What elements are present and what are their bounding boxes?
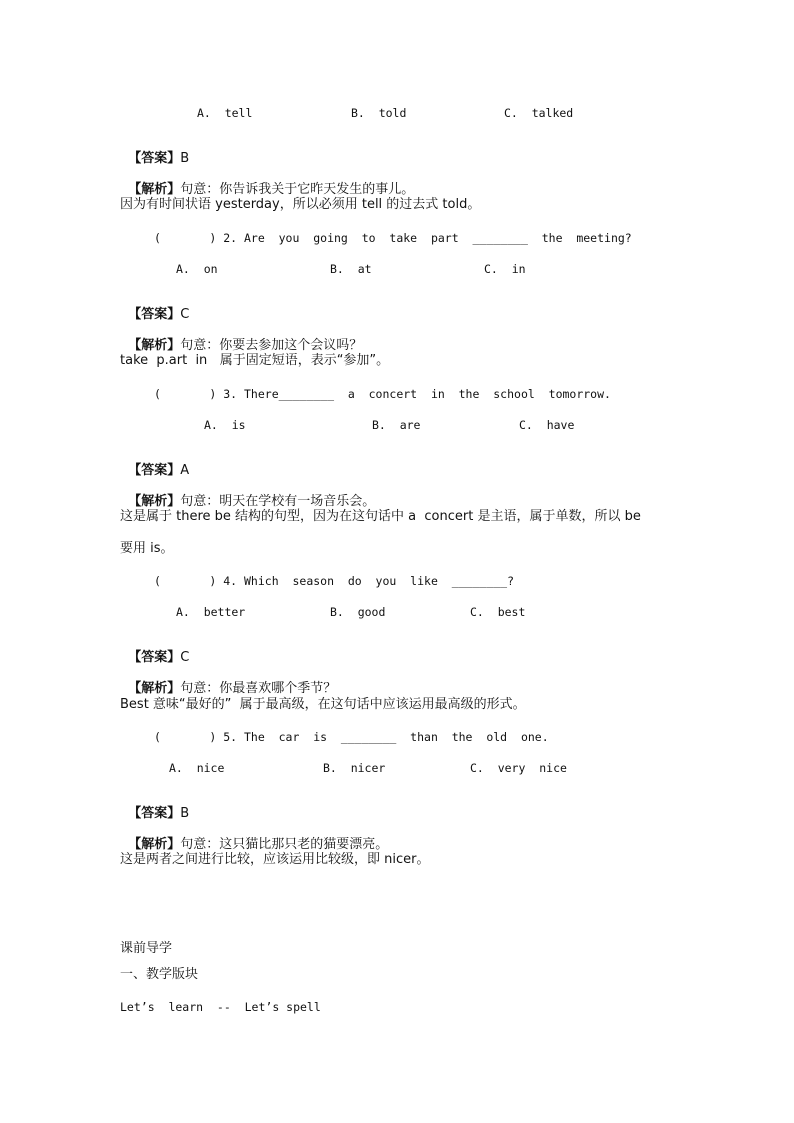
answer-value: C <box>180 307 190 322</box>
q3-option-c: C. have <box>519 418 575 432</box>
q4-answer <box>120 634 189 666</box>
q2-analysis-text: take p.art in 属于固定短语，表示“参加”。 <box>120 353 390 368</box>
q4-analysis <box>120 665 336 697</box>
q3-answer <box>120 447 189 479</box>
analysis-meaning: 句意：你要去参加这个会议吗？ <box>180 338 363 353</box>
q5-analysis-text: 这是两者之间进行比较，应该运用比较级，即 nicer。 <box>120 852 430 867</box>
q2-option-c: C. in <box>484 262 526 276</box>
q1-analysis-text: 因为有时间状语 yesterday，所以必须用 tell 的过去式 told。 <box>120 197 481 212</box>
q2-answer <box>120 291 189 323</box>
q3-analysis-text-2: 要用 is。 <box>120 541 174 556</box>
answer-tag: 【答案】 <box>128 307 181 322</box>
answer-value: B <box>180 806 190 821</box>
q5-analysis <box>120 821 388 853</box>
analysis-tag: 【解析】 <box>128 494 181 509</box>
q2-option-a: A. on <box>176 262 218 276</box>
q1-answer <box>120 135 189 167</box>
q2-analysis <box>120 322 362 354</box>
q4-option-c: C. best <box>470 605 526 619</box>
q3-analysis-text: 这是属于 there be 结构的句型，因为在这句话中 a concert 是主语，属于单数，所以 be <box>120 509 641 524</box>
answer-value: C <box>180 650 190 665</box>
analysis-meaning: 句意：这只猫比那只老的猫要漂亮。 <box>180 837 389 852</box>
analysis-meaning: 句意：你告诉我关于它昨天发生的事儿。 <box>180 182 415 197</box>
q1-option-c: C. talked <box>504 106 574 120</box>
q3-analysis <box>120 478 375 510</box>
q5-option-b: B. nicer <box>323 761 386 775</box>
q1-option-a: A. tell <box>197 106 253 120</box>
q2-option-b: B. at <box>330 262 372 276</box>
q5-question: ( ) 5. The car is ________ than the old one. <box>154 730 549 744</box>
answer-tag: 【答案】 <box>128 463 181 478</box>
q5-option-c: C. very nice <box>470 761 567 775</box>
answer-value: A <box>180 463 190 478</box>
analysis-tag: 【解析】 <box>128 338 181 353</box>
q1-option-b: B. told <box>351 106 407 120</box>
answer-tag: 【答案】 <box>128 806 181 821</box>
q3-question: ( ) 3. There________ a concert in the school tomorrow. <box>154 387 611 401</box>
q4-analysis-text: Best 意味“最好的” 属于最高级，在这句话中应该运用最高级的形式。 <box>120 697 526 712</box>
q5-answer <box>120 790 189 822</box>
analysis-meaning: 句意：你最喜欢哪个季节？ <box>180 681 337 696</box>
q2-question: ( ) 2. Are you going to take part ________ the meeting? <box>154 231 632 245</box>
answer-tag: 【答案】 <box>128 151 181 166</box>
analysis-tag: 【解析】 <box>128 681 181 696</box>
analysis-meaning: 句意：明天在学校有一场音乐会。 <box>180 494 376 509</box>
analysis-tag: 【解析】 <box>128 182 181 197</box>
lesson-title: Let’s learn -- Let’s spell <box>120 1000 321 1014</box>
answer-tag: 【答案】 <box>128 650 181 665</box>
q5-option-a: A. nice <box>169 761 225 775</box>
q1-analysis <box>120 166 414 198</box>
q3-option-b: B. are <box>372 418 421 432</box>
q4-question: ( ) 4. Which season do you like ________? <box>154 574 515 588</box>
q4-option-a: A. better <box>176 605 246 619</box>
section-title: 课前导学 <box>120 941 173 956</box>
q3-option-a: A. is <box>204 418 246 432</box>
answer-value: B <box>180 151 190 166</box>
q4-option-b: B. good <box>330 605 386 619</box>
analysis-tag: 【解析】 <box>128 837 181 852</box>
section-subtitle: 一、教学版块 <box>120 967 199 982</box>
